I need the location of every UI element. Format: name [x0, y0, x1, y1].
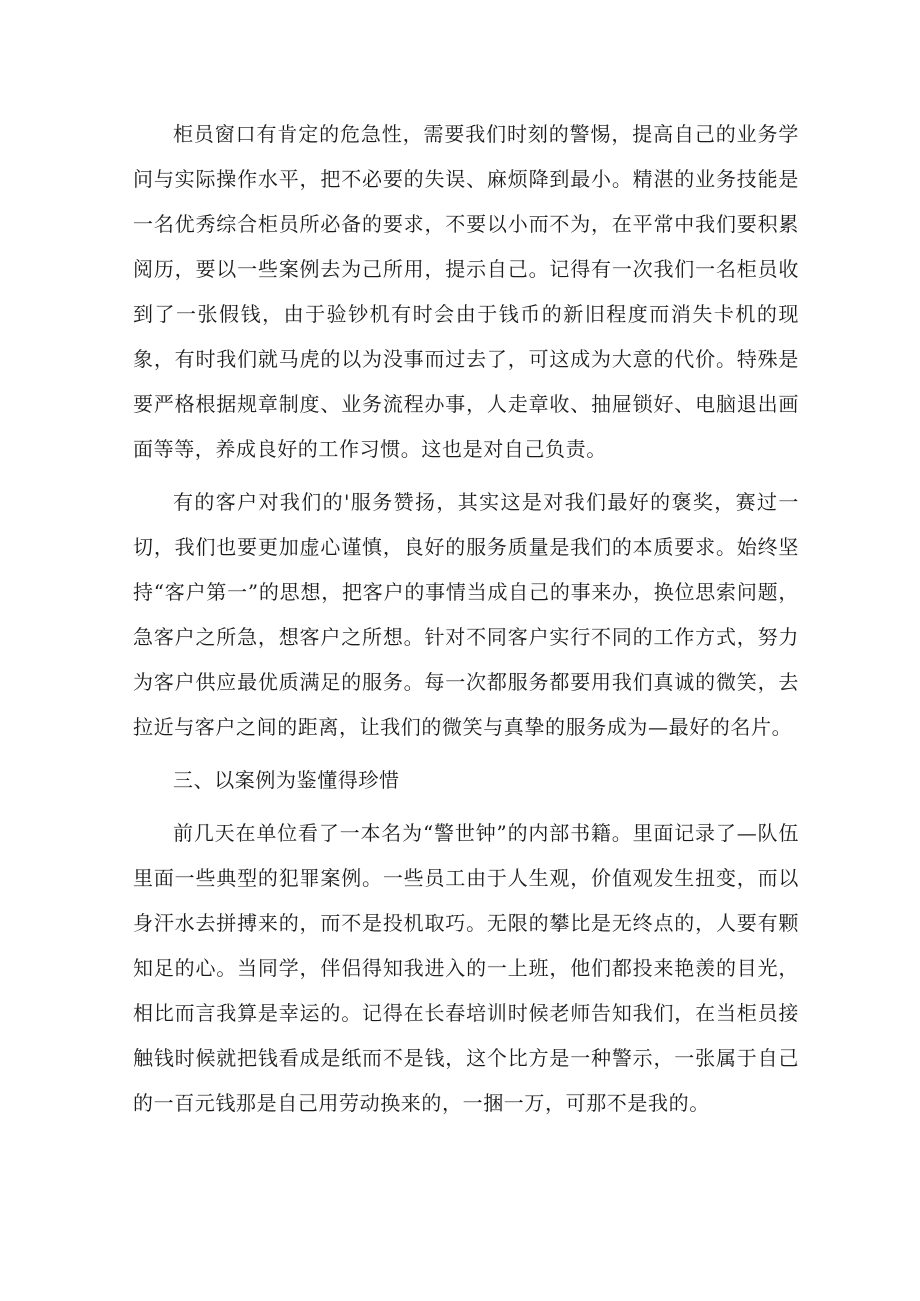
- paragraph-customer-service: 有的客户对我们的'服务赞扬，其实这是对我们最好的褒奖，赛过一切，我们也要更加虚心谨慎，良好的服务质量是我们的本质要求。始终坚持“客户第一”的思想，把客户的事情当成自己的事来办，换位思索问题，急客户之所急，想客户之所想。针对不同客户实行不同的工作方式，努力为客户供应最优质满足的服务。每一次都服务都要用我们真诚的微笑，去拉近与客户之间的距离，让我们的微笑与真挚的服务成为—最好的名片。: [133, 490, 799, 739]
- paragraph-teller-risk: 柜员窗口有肯定的危急性，需要我们时刻的警惕，提高自己的业务学问与实际操作水平，把不必要的失误、麻烦降到最小。精湛的业务技能是一名优秀综合柜员所必备的要求，不要以小而不为，在平常中我们要积累阅历，要以一些案例去为己所用，提示自己。记得有一次我们一名柜员收到了一张假钱，由于验钞机有时会由于钱币的新旧程度而消失卡机的现象，有时我们就马虎的以为没事而过去了，可这成为大意的代价。特殊是要严格根据规章制度、业务流程办事，人走章收、抽屉锁好、电脑退出画面等等，养成良好的工作习惯。这也是对自己负责。: [133, 122, 799, 461]
- section-heading: 三、以案例为鉴懂得珍惜: [173, 768, 400, 792]
- document-body: [133, 112, 799, 1134]
- paragraph-case-lessons: 前几天在单位看了一本名为“警世钟”的内部书籍。里面记录了—队伍里面一些典型的犯罪案例。一些员工由于人生观，价值观发生扭变，而以身汗水去拼搏来的，而不是投机取巧。无限的攀比是无终点的，人要有颗知足的心。当同学，伴侣得知我进入的一上班，他们都投来艳羡的目光，相比而言我算是幸运的。记得在长春培训时候老师告知我们，在当柜员接触钱时候就把钱看成是纸而不是钱，这个比方是一种警示，一张属于自己的一百元钱那是自己用劳动换来的，一捆一万，可那不是我的。: [133, 821, 799, 1115]
